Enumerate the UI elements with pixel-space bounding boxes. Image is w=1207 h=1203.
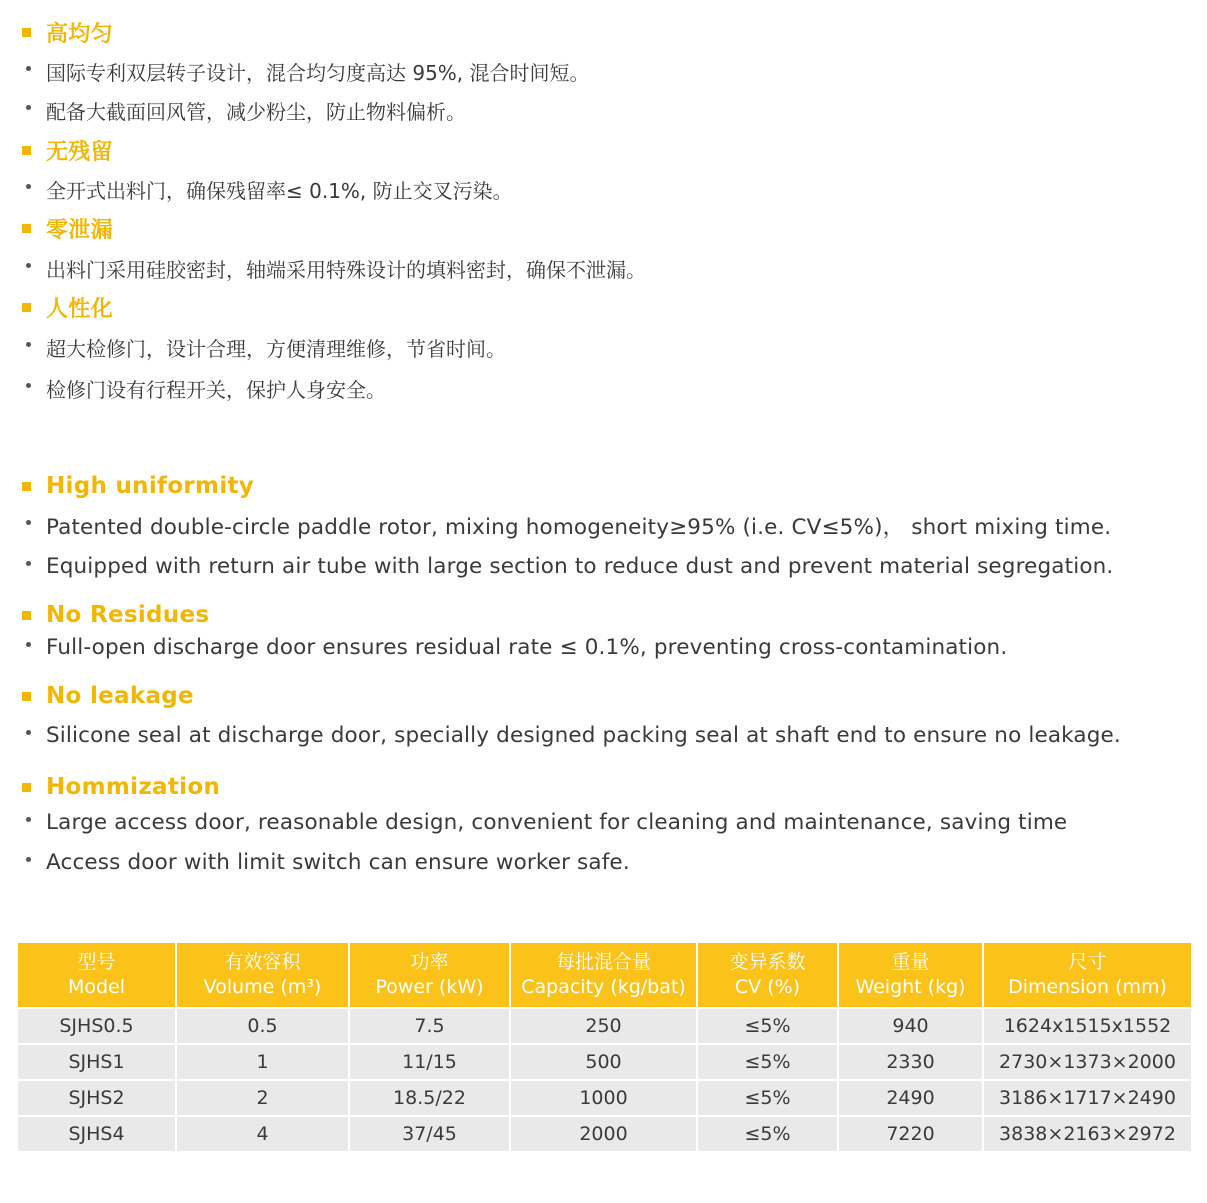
header-cn: 尺寸 (1068, 951, 1107, 973)
cell-dimension: 3186×1717×2490 (983, 1080, 1191, 1116)
cell-capacity: 2000 (510, 1116, 697, 1151)
cell-power: 11/15 (349, 1044, 510, 1080)
header-model (18, 943, 176, 1008)
bullet-dot-icon (26, 730, 31, 735)
cn-bullet-text: 配备大截面回风管，减少粉尘，防止物料偏析。 (46, 99, 466, 124)
cn-heading-no-residue (22, 135, 113, 165)
en-heading-text: Hommization (46, 774, 221, 800)
cn-bullet-text: 国际专利双层转子设计，混合均匀度高达 95%, 混合时间短。 (46, 60, 590, 85)
header-en: Volume (m³) (203, 976, 322, 998)
cn-heading-text: 人性化 (46, 296, 113, 322)
header-dimension (983, 943, 1191, 1008)
cn-bullet (22, 56, 590, 86)
bullet-dot-icon (26, 66, 31, 71)
cell-power: 7.5 (349, 1008, 510, 1044)
cn-bullet (22, 174, 513, 204)
header-en: Capacity (kg/bat) (521, 976, 686, 998)
header-en: CV (%) (734, 976, 801, 998)
table-row (18, 1116, 1191, 1151)
bullet-dot-icon (26, 105, 31, 110)
cell-volume: 4 (176, 1116, 349, 1151)
bullet-dot-icon (26, 642, 31, 647)
header-cn: 型号 (77, 951, 116, 973)
square-bullet-icon (22, 783, 31, 792)
en-bullet-text: Equipped with return air tube with large section to reduce dust and prevent material segregation. (46, 553, 1114, 579)
cn-heading-humanization (22, 292, 113, 322)
header-weight (838, 943, 983, 1008)
cn-bullet (22, 95, 466, 125)
en-bullet (22, 551, 1113, 581)
cn-heading-text: 无残留 (46, 139, 113, 165)
cn-bullet (22, 332, 506, 362)
cell-dimension: 2730×1373×2000 (983, 1044, 1191, 1080)
table-row (18, 1044, 1191, 1080)
table-row (18, 1080, 1191, 1116)
table-header-row (18, 943, 1191, 1008)
cell-model: SJHS2 (18, 1080, 176, 1116)
cell-weight: 7220 (838, 1116, 983, 1151)
cell-cv: ≤5% (697, 1116, 838, 1151)
square-bullet-icon (22, 303, 31, 312)
bullet-dot-icon (26, 817, 31, 822)
en-bullet (22, 510, 1111, 540)
square-bullet-icon (22, 146, 31, 155)
header-volume (176, 943, 349, 1008)
cn-bullet-text: 检修门设有行程开关，保护人身安全。 (46, 377, 386, 402)
header-cn: 重量 (891, 951, 930, 973)
cell-capacity: 250 (510, 1008, 697, 1044)
cell-model: SJHS1 (18, 1044, 176, 1080)
cn-bullet-text: 全开式出料门，确保残留率≤ 0.1%, 防止交叉污染。 (46, 178, 513, 203)
cn-bullet (22, 373, 386, 403)
cell-power: 18.5/22 (349, 1080, 510, 1116)
cn-bullet-text: 出料门采用硅胶密封，轴端采用特殊设计的填料密封，确保不泄漏。 (46, 257, 646, 282)
en-heading-no-residues (22, 600, 209, 630)
cell-volume: 0.5 (176, 1008, 349, 1044)
en-heading-text: No Residues (46, 602, 210, 628)
bullet-dot-icon (26, 520, 31, 525)
square-bullet-icon (22, 224, 31, 233)
en-heading-text: No leakage (46, 683, 194, 709)
cn-heading-uniformity (22, 17, 113, 47)
cn-heading-no-leakage (22, 213, 113, 243)
cell-power: 37/45 (349, 1116, 510, 1151)
cell-cv: ≤5% (697, 1008, 838, 1044)
bullet-dot-icon (26, 342, 31, 347)
en-heading-no-leakage (22, 681, 194, 711)
cell-model: SJHS0.5 (18, 1008, 176, 1044)
square-bullet-icon (22, 482, 31, 491)
cell-model: SJHS4 (18, 1116, 176, 1151)
cn-heading-text: 零泄漏 (46, 217, 113, 243)
cn-bullet-text: 超大检修门，设计合理，方便清理维修，节省时间。 (46, 336, 506, 361)
en-bullet-text: Access door with limit switch can ensure worker safe. (46, 849, 630, 875)
bullet-dot-icon (26, 383, 31, 388)
bullet-dot-icon (26, 561, 31, 566)
cell-capacity: 500 (510, 1044, 697, 1080)
square-bullet-icon (22, 28, 31, 37)
cell-weight: 940 (838, 1008, 983, 1044)
en-heading-hommization (22, 772, 220, 802)
cell-dimension: 3838×2163×2972 (983, 1116, 1191, 1151)
header-cn: 变异系数 (729, 951, 806, 973)
cn-bullet (22, 253, 646, 283)
en-heading-text: High uniformity (46, 473, 255, 499)
en-bullet (22, 720, 1121, 750)
header-en: Dimension (mm) (1008, 976, 1167, 998)
en-bullet (22, 807, 1067, 837)
cell-cv: ≤5% (697, 1044, 838, 1080)
spec-table (18, 943, 1191, 1151)
header-cn: 有效容积 (224, 951, 301, 973)
square-bullet-icon (22, 611, 31, 620)
en-bullet-text: Full-open discharge door ensures residual rate ≤ 0.1%, preventing cross-contamination. (46, 634, 1008, 660)
cell-weight: 2330 (838, 1044, 983, 1080)
cell-volume: 2 (176, 1080, 349, 1116)
square-bullet-icon (22, 692, 31, 701)
cell-volume: 1 (176, 1044, 349, 1080)
cell-dimension: 1624x1515x1552 (983, 1008, 1191, 1044)
en-bullet (22, 632, 1007, 662)
en-heading-high-uniformity (22, 471, 254, 501)
bullet-dot-icon (26, 184, 31, 189)
cell-cv: ≤5% (697, 1080, 838, 1116)
cn-heading-text: 高均匀 (46, 21, 113, 47)
header-en: Weight (kg) (855, 976, 966, 998)
header-cn: 功率 (410, 951, 449, 973)
header-power (349, 943, 510, 1008)
en-bullet-text: Patented double-circle paddle rotor, mixing homogeneity≥95% (i.e. CV≤5%)， short mixing time. (46, 514, 1112, 540)
header-capacity (510, 943, 697, 1008)
header-en: Power (kW) (375, 976, 484, 998)
bullet-dot-icon (26, 263, 31, 268)
en-bullet-text: Silicone seal at discharge door, specially designed packing seal at shaft end to ensure no leakage. (46, 722, 1121, 748)
header-cn: 每批混合量 (555, 951, 651, 973)
en-bullet-text: Large access door, reasonable design, convenient for cleaning and maintenance, saving time (46, 809, 1068, 835)
cell-weight: 2490 (838, 1080, 983, 1116)
en-bullet (22, 847, 630, 877)
bullet-dot-icon (26, 857, 31, 862)
table-row (18, 1008, 1191, 1044)
header-cv (697, 943, 838, 1008)
cell-capacity: 1000 (510, 1080, 697, 1116)
header-en: Model (67, 976, 126, 998)
